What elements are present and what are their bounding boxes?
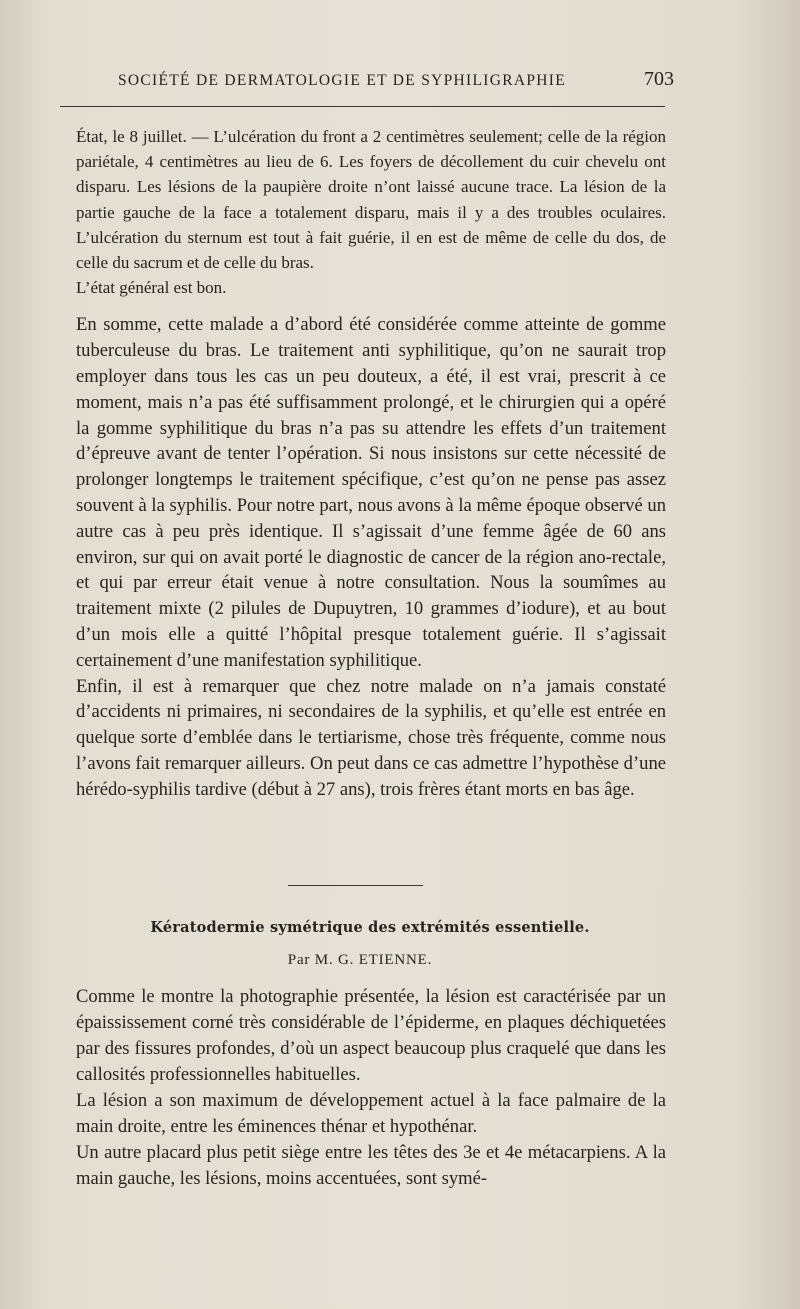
section-paragraph: La lésion a son maximum de développement actuel à la face palmaire de la main droite, entre les éminences thénar et hypothénar.	[76, 1090, 666, 1137]
running-title: SOCIÉTÉ DE DERMATOLOGIE ET DE SYPHILIGRAPHIE	[118, 72, 566, 89]
conclusion-paragraph: Enfin, il est à remarquer que chez notre malade on n’a jamais constaté d’accidents ni primaires, ni secondaires de la syphilis, et qu’elle est entrée en quelque sorte d’emblée dans le tertiarisme, chose très fréquente, comme nous l’avons fait remarquer ailleurs. On peut dans ce cas admettre l’hypothèse d’une hérédo-syphilis tardive (début à 27 ans), trois frères étant morts en bas âge.	[76, 675, 666, 800]
header-rule	[60, 106, 665, 107]
case-status-paragraph: État, le 8 juillet. — L’ulcération du front a 2 centimètres seulement; celle de la région pariétale, 4 centimètres au lieu de 6. Les foyers de décollement du cuir chevelu ont disparu. Les lésions de la paupière droite n’ont laissé aucune trace. La lésion de la partie gauche de la face a totalement disparu, mais il y a des troubles oculaires. L’ulcération du sternum est tout à fait guérie, il en est de même de celle du dos, de celle du sacrum et de celle du bras.	[76, 127, 666, 273]
general-state-paragraph: L’état général est bon.	[76, 278, 227, 298]
discussion-paragraph: En somme, cette malade a d’abord été considérée comme atteinte de gomme tuberculeuse du bras. Le traitement anti syphilitique, qu’on ne saurait trop employer dans tous les cas un peu douteux, a été, il est vrai, prescrit à ce moment, mais n’a pas été suffisamment prolongé, et le chirurgien qui a opéré la gomme syphilitique du bras n’a pas su attendre les effets d’un traitement d’épreuve avant de tenter l’opération. Si nous insistons sur cette nécessité de prolonger longtemps le traitement spécifique, c’est qu’on ne pense pas assez souvent à la syphilis. Pour notre part, nous avons à la même époque observé un autre cas à peu près identique. Il s’agissait d’une femme âgée de 60 ans environ, sur qui on avait porté le diagnostic de cancer de la région ano-rectale, et qui par erreur était venue à notre consultation. Nous la soumîmes au traitement mixte (2 pilules de Dupuytren, 10 grammes d’iodure), et au bout d’un mois elle a quitté l’hôpital presque totalement guérie. Il s’agissait certainement d’une manifestation syphilitique.	[76, 314, 666, 671]
page-number: 703	[644, 68, 674, 90]
paragraph-gap	[76, 300, 666, 312]
section-paragraph: Un autre placard plus petit siège entre les têtes des 3e et 4e métacarpiens. A la main gauche, les lésions, moins accentuées, sont symé-	[76, 1142, 666, 1189]
section-paragraph: Comme le montre la photographie présentée, la lésion est caractérisée par un épaississement corné très considérable de l’épiderme, en plaques déchiquetées par des fissures profondes, d’où un aspect beaucoup plus craquelé que dans les callosités professionnelles habituelles.	[76, 986, 666, 1085]
section-body	[76, 984, 666, 1192]
body-text	[76, 124, 666, 803]
section-title: Kératodermie symétrique des extrémités essentielle.	[150, 919, 590, 936]
section-separator	[288, 885, 423, 886]
running-head	[118, 68, 674, 96]
author-byline: Par M. G. ETIENNE.	[287, 952, 433, 968]
